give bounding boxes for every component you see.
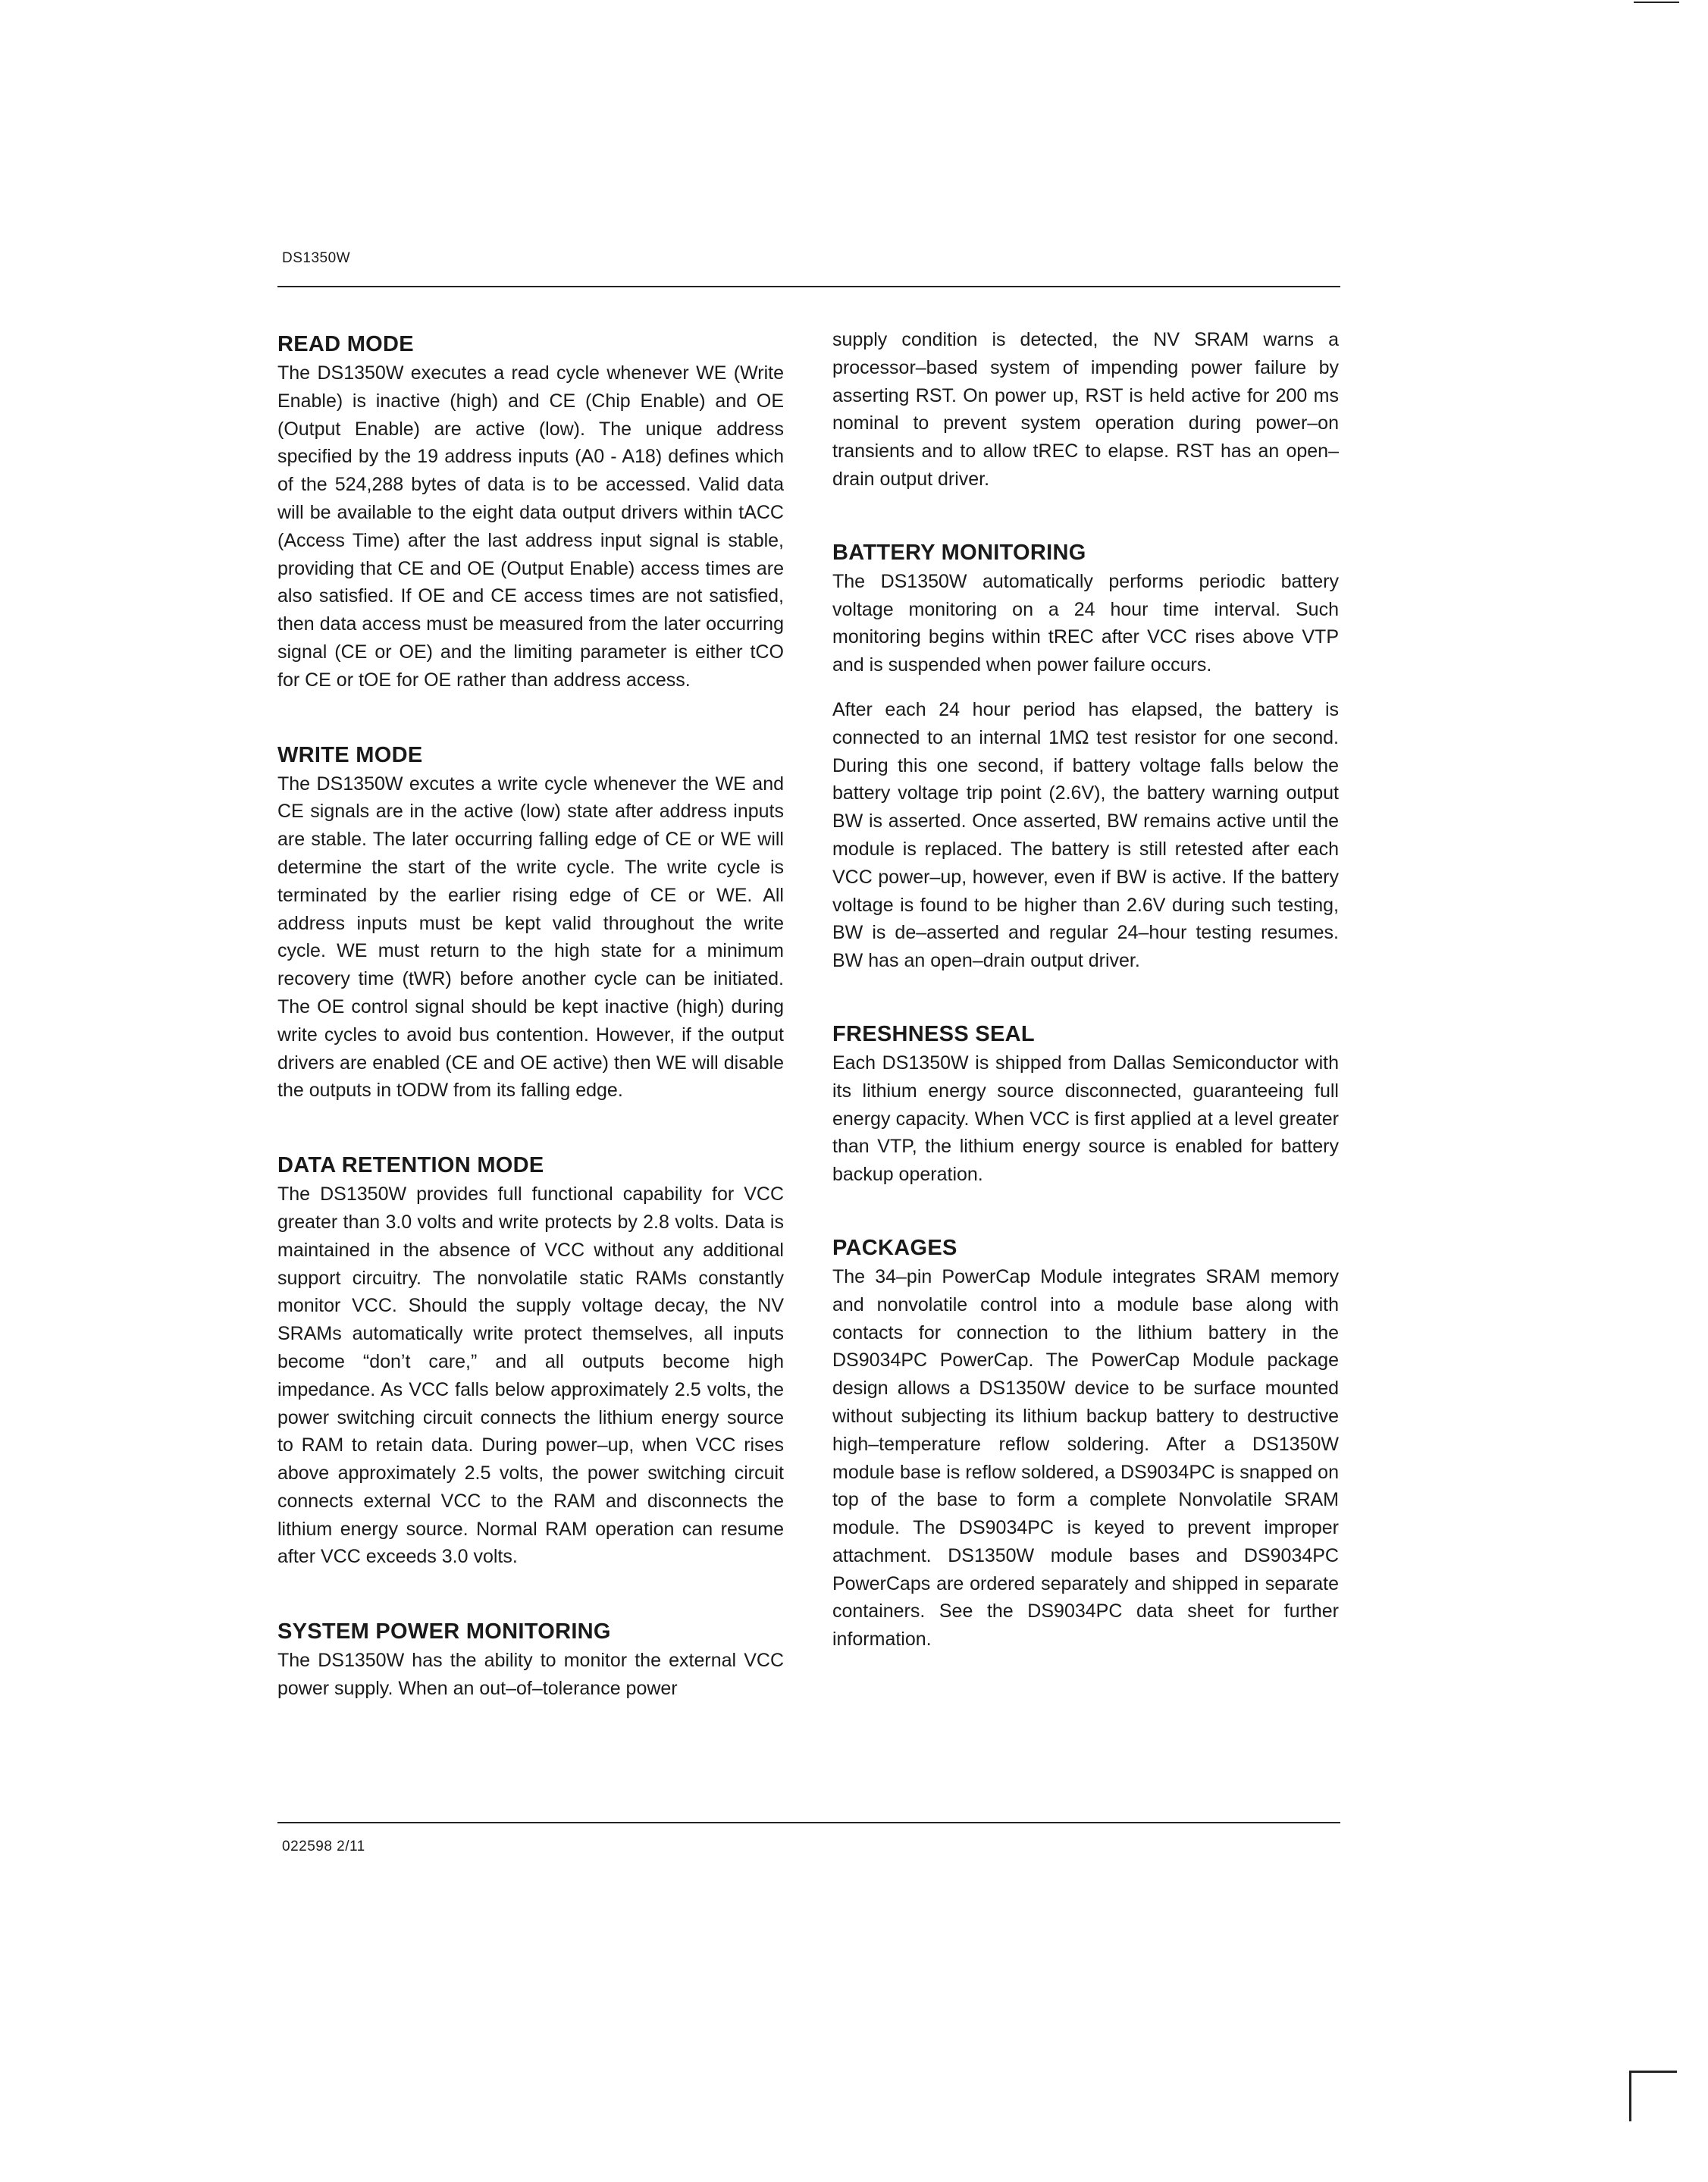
section-heading: BATTERY MONITORING bbox=[832, 540, 1086, 565]
section-paragraph: After each 24 hour period has elapsed, the battery is connected to an internal 1MΩ test resistor for one second. During this one second, if battery voltage falls below the battery voltage trip point (2.6V), the battery warning output BW is asserted. Once asserted, BW remains active until the module is replaced. The battery is still retested after each VCC power–up, however, even if BW is active. If the battery voltage is found to be higher than 2.6V during such testing, BW is de–asserted and regular 24–hour testing resumes. BW has an open–drain output driver. bbox=[832, 698, 1339, 972]
section-paragraph: The DS1350W provides full functional capability for VCC greater than 3.0 volts and write protects by 2.8 volts. Data is maintained in the absence of VCC without any additional support circuitry. The nonvolatile static RAMs constantly monitor VCC. Should the supply voltage decay, the NV SRAMs automatically write protect themselves, all inputs become “don’t care,” and all outputs become high impedance. As VCC falls below approximately 2.5 volts, the power switching circuit connects the lithium energy source to RAM to retain data. During power–up, when VCC rises above approximately 2.5 volts, the power switching circuit connects external VCC to the RAM and disconnects the lithium energy source. Normal RAM operation can resume after VCC exceeds 3.0 volts. bbox=[277, 1183, 784, 1568]
section-paragraph: The DS1350W excutes a write cycle whenever the WE and CE signals are in the active (low) state after address inputs are stable. The later occurring falling edge of CE or WE will determine the start of the write cycle. The write cycle is terminated by the earlier rising edge of CE or WE. All address inputs must be kept valid throughout the write cycle. WE must return to the high state for a minimum recovery time (tWR) before another cycle can be initiated. The OE control signal should be kept inactive (high) during write cycles to avoid bus contention. However, if the output drivers are enabled (CE and OE active) then WE will disable the outputs in tODW from its falling edge. bbox=[277, 773, 784, 1102]
section-paragraph: The DS1350W automatically performs periodic battery voltage monitoring on a 24 hour time interval. Such monitoring begins within tREC after VCC rises above VTP and is suspended when power failure occurs. bbox=[832, 570, 1339, 676]
section-battery-monitoring bbox=[832, 539, 1339, 975]
footer-rule bbox=[277, 1822, 1340, 1823]
left-column bbox=[277, 331, 784, 1750]
header-part-number: DS1350W bbox=[282, 250, 351, 266]
section-packages bbox=[832, 1234, 1339, 1654]
section-data-retention-mode bbox=[277, 1152, 784, 1571]
section-system-power-monitoring-continued bbox=[832, 326, 1339, 494]
section-write-mode bbox=[277, 741, 784, 1105]
footer-doc-code: 022598 2/11 bbox=[282, 1839, 365, 1854]
section-paragraph: The DS1350W executes a read cycle whenever WE (Write Enable) is inactive (high) and CE (Chip Enable) and OE (Output Enable) are active (low). The unique address specified by the 19 address inputs (A0 - A18) defines which of the 524,288 bytes of data is to be accessed. Valid data will be available to the eight data output drivers within tACC (Access Time) after the last address input signal is stable, providing that CE and OE (Output Enable) access times are also satisfied. If OE and CE access times are not satisfied, then data access must be measured from the later occurring signal (CE or OE) and the limiting parameter is either tCO for CE or tOE for OE rather than address access. bbox=[277, 362, 784, 691]
section-paragraph: Each DS1350W is shipped from Dallas Semiconductor with its lithium energy source disconnected, guaranteeing full energy capacity. When VCC is first applied at a level greater than VTP, the lithium energy source is enabled for battery backup operation. bbox=[832, 1052, 1339, 1186]
section-heading: FRESHNESS SEAL bbox=[832, 1021, 1035, 1046]
header-rule bbox=[277, 286, 1340, 287]
section-heading: WRITE MODE bbox=[277, 742, 423, 767]
section-paragraph: The 34–pin PowerCap Module integrates SRAM memory and nonvolatile control into a module base along with contacts for connection to the lithium battery in the DS9034PC PowerCap. The PowerCap Module package design allows a DS1350W device to be surface mounted without subjecting its lithium backup battery to destructive high–temperature reflow soldering. After a DS1350W module base is reflow soldered, a DS9034PC is snapped on top of the base to form a complete Nonvolatile SRAM module. The DS9034PC is keyed to prevent improper attachment. DS1350W module bases and DS9034PC PowerCaps are ordered separately and shipped in separate containers. See the DS9034PC data sheet for further information. bbox=[832, 1265, 1339, 1651]
section-heading: READ MODE bbox=[277, 332, 414, 356]
section-system-power-monitoring bbox=[277, 1618, 784, 1703]
section-paragraph: The DS1350W has the ability to monitor the external VCC power supply. When an out–of–tolerance power bbox=[277, 1650, 784, 1700]
crop-mark-corner bbox=[1629, 2071, 1677, 2121]
section-heading: PACKAGES bbox=[832, 1235, 957, 1260]
right-column bbox=[832, 326, 1339, 1699]
section-heading: SYSTEM POWER MONITORING bbox=[277, 1619, 611, 1644]
section-read-mode bbox=[277, 331, 784, 694]
crop-mark-top bbox=[1634, 2, 1679, 3]
section-heading: DATA RETENTION MODE bbox=[277, 1153, 544, 1178]
section-freshness-seal bbox=[832, 1020, 1339, 1189]
section-paragraph: supply condition is detected, the NV SRAM warns a processor–based system of impending power failure by asserting RST. On power up, RST is held active for 200 ms nominal to prevent system operation during power–on transients and to allow tREC to elapse. RST has an open–drain output driver. bbox=[832, 329, 1339, 490]
